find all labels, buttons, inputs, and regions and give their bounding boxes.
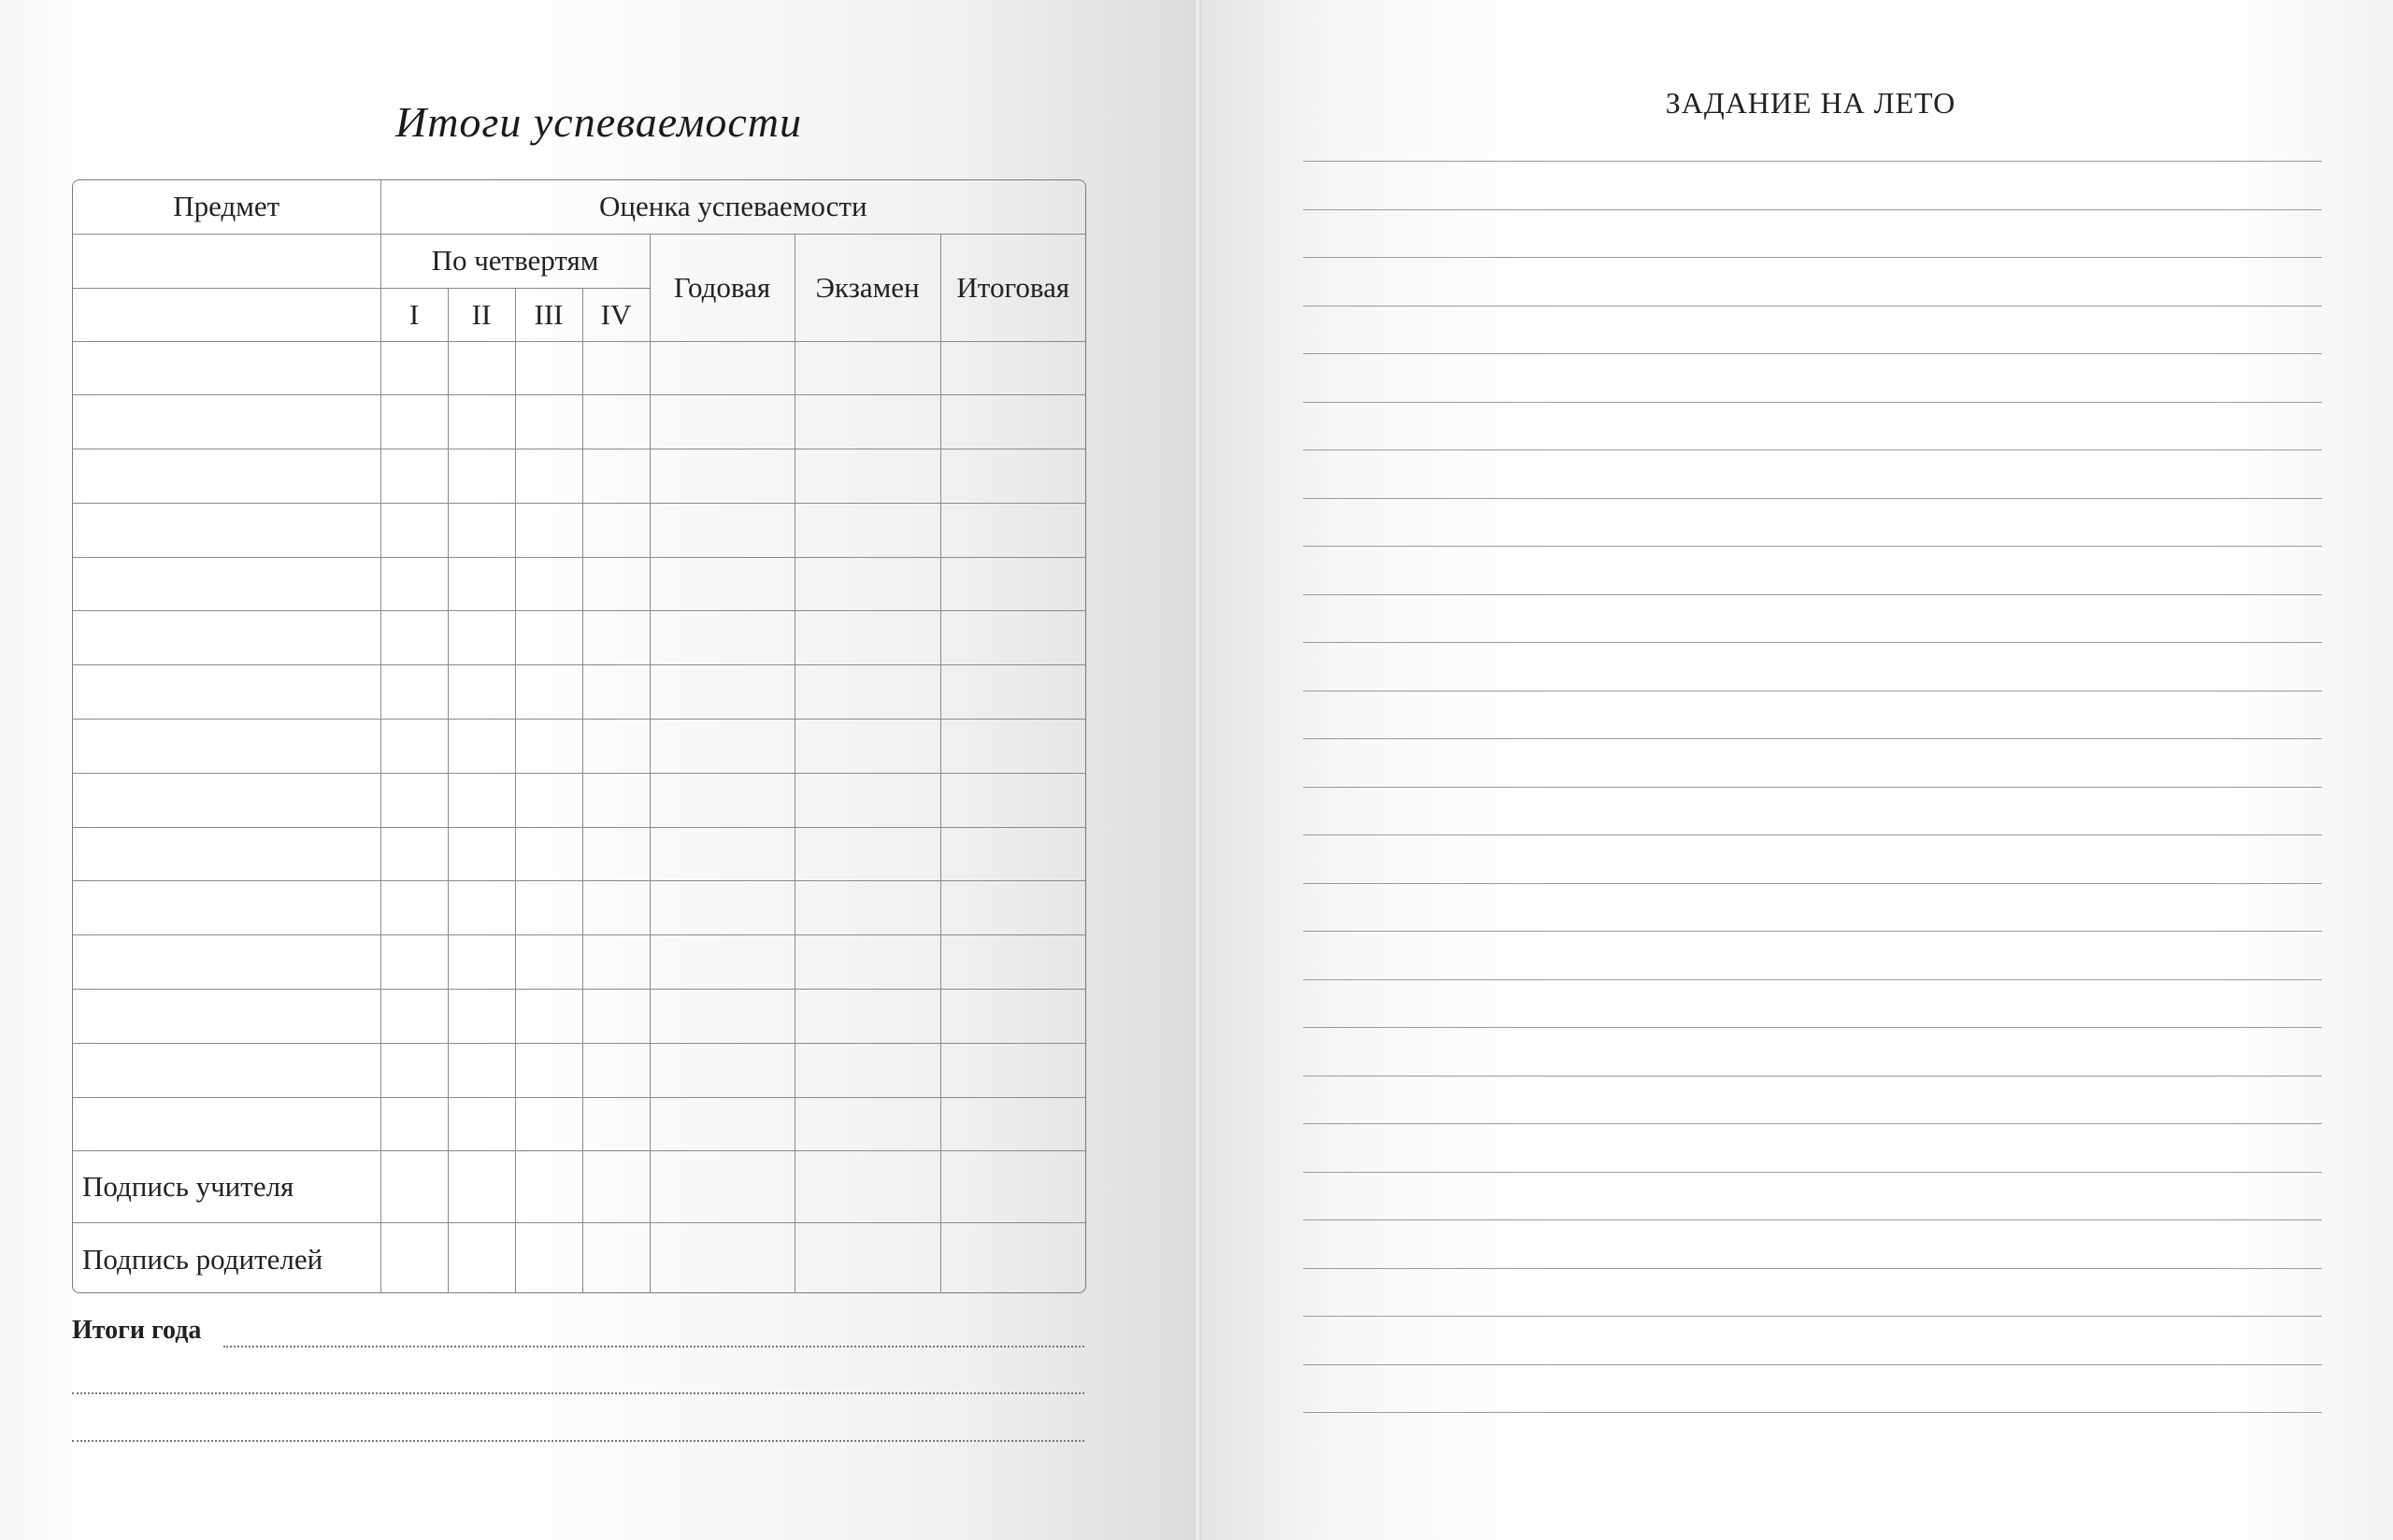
grade-cell[interactable] (940, 935, 1085, 990)
grade-cell[interactable] (380, 720, 448, 774)
subject-cell[interactable] (73, 935, 380, 990)
grade-cell[interactable] (650, 557, 795, 611)
grade-cell[interactable] (650, 611, 795, 665)
year-summary-line-3[interactable] (72, 1410, 1084, 1447)
ruled-line (1303, 1364, 2322, 1365)
grade-cell[interactable] (582, 665, 650, 720)
ruled-line (1303, 883, 2322, 884)
ruled-line (1303, 546, 2322, 547)
grade-cell[interactable] (380, 611, 448, 665)
quarter-1-header: I (380, 288, 448, 341)
grade-cell[interactable] (582, 1097, 650, 1151)
grade-cell[interactable] (515, 1097, 582, 1151)
grade-cell[interactable] (795, 665, 940, 720)
grade-cell[interactable] (650, 503, 795, 557)
signature-cell[interactable] (515, 1223, 582, 1293)
subject-cell[interactable] (73, 503, 380, 557)
subject-cell[interactable] (73, 773, 380, 827)
grade-cell[interactable] (940, 449, 1085, 504)
table-row (73, 881, 1085, 935)
grade-cell[interactable] (650, 720, 795, 774)
grade-cell[interactable] (795, 1043, 940, 1097)
subject-cell[interactable] (73, 557, 380, 611)
grade-cell[interactable] (515, 611, 582, 665)
ruled-line (1303, 834, 2322, 835)
ruled-line (1303, 1076, 2322, 1077)
grades-table (72, 179, 1086, 1293)
grade-cell[interactable] (515, 720, 582, 774)
grade-cell[interactable] (795, 395, 940, 449)
grade-cell[interactable] (448, 665, 515, 720)
parent-signature-row (73, 1223, 1085, 1293)
table-row (73, 773, 1085, 827)
grade-cell[interactable] (582, 827, 650, 881)
signature-cell[interactable] (940, 1223, 1085, 1293)
grade-cell[interactable] (515, 557, 582, 611)
grade-cell[interactable] (582, 720, 650, 774)
grade-cell[interactable] (795, 611, 940, 665)
right-page (1197, 0, 2393, 1540)
grade-cell[interactable] (650, 827, 795, 881)
grade-cell[interactable] (515, 827, 582, 881)
table-row (73, 935, 1085, 990)
signature-cell[interactable] (380, 1223, 448, 1293)
grade-cell[interactable] (380, 395, 448, 449)
grade-cell[interactable] (650, 449, 795, 504)
grade-cell[interactable] (795, 827, 940, 881)
grade-cell[interactable] (380, 1097, 448, 1151)
grade-cell[interactable] (380, 341, 448, 395)
subject-header: Предмет (73, 180, 380, 234)
grade-cell[interactable] (650, 1043, 795, 1097)
parent-signature-label: Подпись родителей (73, 1223, 380, 1293)
grade-cell[interactable] (940, 665, 1085, 720)
quarter-2-header: II (448, 288, 515, 341)
ruled-line (1303, 209, 2322, 210)
signature-cell[interactable] (582, 1151, 650, 1223)
grade-cell[interactable] (940, 881, 1085, 935)
grade-cell[interactable] (650, 935, 795, 990)
grade-cell[interactable] (448, 881, 515, 935)
signature-cell[interactable] (515, 1151, 582, 1223)
table-row (73, 827, 1085, 881)
grade-cell[interactable] (380, 503, 448, 557)
table-row (73, 557, 1085, 611)
grade-cell[interactable] (380, 449, 448, 504)
subject-cell[interactable] (73, 720, 380, 774)
grade-cell[interactable] (650, 773, 795, 827)
subject-header-cell-3[interactable] (73, 288, 380, 341)
dotted-line (72, 1440, 1084, 1442)
signature-cell[interactable] (650, 1151, 795, 1223)
grade-cell[interactable] (650, 1097, 795, 1151)
grade-cell[interactable] (582, 395, 650, 449)
grade-cell[interactable] (940, 341, 1085, 395)
grade-cell[interactable] (515, 449, 582, 504)
exam-header: Экзамен (795, 234, 940, 341)
grade-cell[interactable] (650, 395, 795, 449)
signature-cell[interactable] (795, 1151, 940, 1223)
grade-cell[interactable] (795, 990, 940, 1044)
grade-cell[interactable] (448, 611, 515, 665)
ruled-line (1303, 642, 2322, 643)
grade-cell[interactable] (448, 773, 515, 827)
final-header: Итоговая (940, 234, 1085, 341)
grade-cell[interactable] (515, 935, 582, 990)
grade-cell[interactable] (380, 773, 448, 827)
signature-cell[interactable] (940, 1151, 1085, 1223)
ruled-line (1303, 1172, 2322, 1173)
ruled-line (1303, 1027, 2322, 1028)
grade-cell[interactable] (448, 449, 515, 504)
grade-cell[interactable] (582, 341, 650, 395)
grade-cell[interactable] (380, 935, 448, 990)
grade-cell[interactable] (515, 773, 582, 827)
signature-cell[interactable] (795, 1223, 940, 1293)
grade-cell[interactable] (650, 341, 795, 395)
grade-cell[interactable] (940, 720, 1085, 774)
signature-cell[interactable] (448, 1223, 515, 1293)
grade-cell[interactable] (515, 665, 582, 720)
grade-cell[interactable] (582, 557, 650, 611)
signature-cell[interactable] (650, 1223, 795, 1293)
grade-cell[interactable] (795, 720, 940, 774)
grade-cell[interactable] (448, 557, 515, 611)
ruled-line (1303, 738, 2322, 739)
grade-cell[interactable] (940, 557, 1085, 611)
year-summary-label: Итоги года (72, 1316, 202, 1345)
grade-cell[interactable] (380, 665, 448, 720)
grade-cell[interactable] (582, 881, 650, 935)
grade-cell[interactable] (650, 881, 795, 935)
grade-cell[interactable] (795, 881, 940, 935)
quarter-4-header: IV (582, 288, 650, 341)
summer-assignment-title: ЗАДАНИЕ НА ЛЕТО (1665, 86, 1956, 120)
quarters-header: По четвертям (380, 234, 650, 288)
grade-cell[interactable] (448, 935, 515, 990)
grade-cell[interactable] (940, 1043, 1085, 1097)
grade-cell[interactable] (380, 827, 448, 881)
ruled-line (1303, 1268, 2322, 1269)
grade-cell[interactable] (940, 503, 1085, 557)
table-row (73, 503, 1085, 557)
ruled-line (1303, 1219, 2322, 1220)
subject-header-cell-2[interactable] (73, 234, 380, 288)
dotted-line (223, 1346, 1084, 1348)
subject-cell[interactable] (73, 990, 380, 1044)
subject-cell[interactable] (73, 827, 380, 881)
ruled-line (1303, 498, 2322, 499)
subject-cell[interactable] (73, 341, 380, 395)
table-row (73, 449, 1085, 504)
grade-cell[interactable] (582, 990, 650, 1044)
grade-cell[interactable] (448, 1097, 515, 1151)
grade-cell[interactable] (940, 611, 1085, 665)
year-summary-line-2[interactable] (72, 1362, 1084, 1400)
annual-header: Годовая (650, 234, 795, 341)
subject-cell[interactable] (73, 881, 380, 935)
ruled-line (1303, 931, 2322, 932)
dotted-line (72, 1392, 1084, 1394)
grade-cell[interactable] (582, 449, 650, 504)
grade-cell[interactable] (582, 611, 650, 665)
grade-cell[interactable] (650, 990, 795, 1044)
grade-cell[interactable] (795, 449, 940, 504)
grade-cell[interactable] (795, 935, 940, 990)
subject-cell[interactable] (73, 1097, 380, 1151)
subject-cell[interactable] (73, 1043, 380, 1097)
grade-cell[interactable] (515, 881, 582, 935)
grade-cell[interactable] (582, 1043, 650, 1097)
subject-cell[interactable] (73, 611, 380, 665)
table-row (73, 720, 1085, 774)
ruled-line (1303, 979, 2322, 980)
grade-cell[interactable] (448, 990, 515, 1044)
grade-cell[interactable] (380, 1043, 448, 1097)
grade-cell[interactable] (940, 1097, 1085, 1151)
grades-title: Итоги успеваемости (394, 98, 803, 146)
subject-cell[interactable] (73, 395, 380, 449)
table-row (73, 1043, 1085, 1097)
grade-cell[interactable] (795, 773, 940, 827)
grade-cell[interactable] (582, 935, 650, 990)
grade-cell[interactable] (448, 503, 515, 557)
quarter-3-header: III (515, 288, 582, 341)
ruled-line (1303, 691, 2322, 692)
grade-cell[interactable] (515, 395, 582, 449)
grade-cell[interactable] (448, 341, 515, 395)
signature-cell[interactable] (380, 1151, 448, 1223)
grade-cell[interactable] (795, 341, 940, 395)
ruled-line (1303, 402, 2322, 403)
table-row (73, 990, 1085, 1044)
ruled-line (1303, 306, 2322, 307)
table-row (73, 665, 1085, 720)
grade-cell[interactable] (448, 1043, 515, 1097)
grade-cell[interactable] (515, 341, 582, 395)
teacher-signature-label: Подпись учителя (73, 1151, 380, 1223)
grade-cell[interactable] (795, 1097, 940, 1151)
year-summary-line-1[interactable] (72, 1316, 1084, 1353)
grade-cell[interactable] (940, 990, 1085, 1044)
grade-cell[interactable] (940, 395, 1085, 449)
table-row (73, 1097, 1085, 1151)
table-row (73, 611, 1085, 665)
grade-cell[interactable] (448, 720, 515, 774)
grade-cell[interactable] (795, 503, 940, 557)
grade-cell[interactable] (515, 1043, 582, 1097)
ruled-line (1303, 257, 2322, 258)
teacher-signature-row (73, 1151, 1085, 1223)
book-spine (1194, 0, 1201, 1540)
subject-cell[interactable] (73, 665, 380, 720)
grade-cell[interactable] (515, 503, 582, 557)
grade-cell[interactable] (940, 827, 1085, 881)
grade-cell[interactable] (380, 990, 448, 1044)
grade-cell[interactable] (448, 395, 515, 449)
grade-cell[interactable] (448, 827, 515, 881)
ruled-line (1303, 1412, 2322, 1413)
ruled-line (1303, 1316, 2322, 1317)
grade-cell[interactable] (380, 881, 448, 935)
grade-cell[interactable] (515, 990, 582, 1044)
grade-header: Оценка успеваемости (380, 180, 1085, 234)
grade-cell[interactable] (582, 503, 650, 557)
grade-cell[interactable] (650, 665, 795, 720)
ruled-line (1303, 1123, 2322, 1124)
subject-cell[interactable] (73, 449, 380, 504)
grade-cell[interactable] (940, 773, 1085, 827)
grade-cell[interactable] (380, 557, 448, 611)
ruled-line (1303, 594, 2322, 595)
signature-cell[interactable] (582, 1223, 650, 1293)
grade-cell[interactable] (795, 557, 940, 611)
ruled-line (1303, 449, 2322, 450)
table-row (73, 395, 1085, 449)
signature-cell[interactable] (448, 1151, 515, 1223)
ruled-line (1303, 353, 2322, 354)
ruled-line (1303, 161, 2322, 162)
ruled-line (1303, 787, 2322, 788)
grade-cell[interactable] (582, 773, 650, 827)
table-row (73, 341, 1085, 395)
